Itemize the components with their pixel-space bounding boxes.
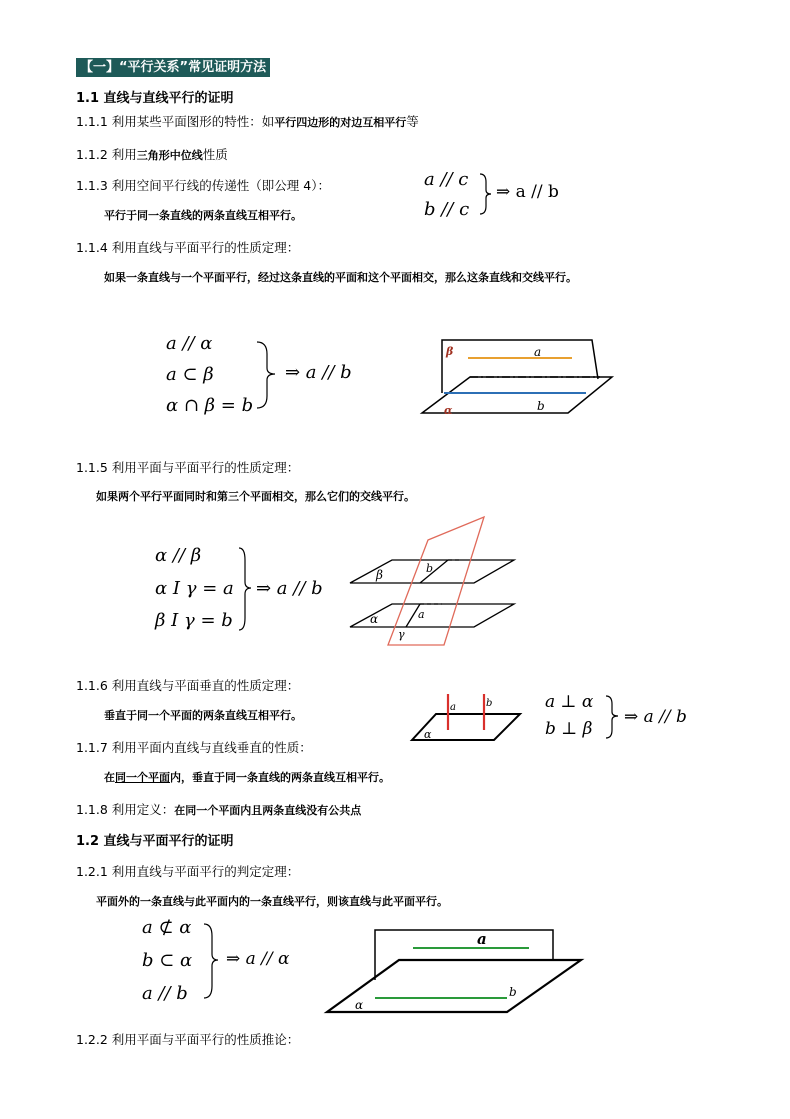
- brace-1-1-4: [255, 340, 281, 410]
- brace-1-1-3: [478, 172, 492, 216]
- formula-1-1-3-result: ⇒ a // b: [496, 182, 559, 202]
- label-gamma: γ: [398, 628, 405, 641]
- item-1-1-8-prefix: 1.1.8 利用定义：: [76, 802, 175, 817]
- item-1-1-7-underlined: 同一个平面: [115, 771, 170, 784]
- formula-1-2-1-line3: a // b: [142, 983, 188, 1004]
- formula-1-1-6-line2: b ⊥ β: [545, 719, 593, 739]
- label-a: a: [477, 930, 487, 948]
- brace-1-1-5: [237, 546, 257, 632]
- formula-1-1-6-result: ⇒ a // b: [624, 707, 687, 727]
- item-1-1-2-suffix: 性质: [202, 147, 228, 162]
- label-a: a: [450, 702, 456, 713]
- item-1-1-4: 1.1.4 利用直线与平面平行的性质定理：: [76, 240, 300, 255]
- item-1-1-6: 1.1.6 利用直线与平面垂直的性质定理：: [76, 678, 300, 693]
- item-1-1-5-note: 如果两个平行平面同时和第三个平面相交，那么它们的交线平行。: [96, 490, 415, 503]
- formula-1-1-5-line3: β I γ = b: [155, 610, 233, 631]
- formula-1-1-3-line2: b // c: [424, 199, 470, 220]
- item-1-1-2-prefix: 1.1.2 利用: [76, 147, 137, 162]
- item-1-1-1-emph: 平行四边形的对边互相平行: [274, 116, 407, 129]
- label-alpha: α: [424, 728, 432, 741]
- item-1-1-7-pre: 在: [104, 771, 115, 784]
- label-alpha: α: [370, 612, 379, 626]
- label-alpha: α: [444, 404, 453, 417]
- brace-1-1-6: [604, 694, 620, 740]
- label-a: a: [534, 345, 542, 359]
- figure-1-1-6: [408, 692, 524, 744]
- item-1-1-4-note: 如果一条直线与一个平面平行，经过这条直线的平面和这个平面相交，那么这条直线和交线平行。: [104, 271, 577, 284]
- section-1-1-title: 1.1 直线与直线平行的证明: [76, 91, 234, 106]
- label-beta: β: [446, 345, 454, 358]
- figure-1-2-1: [325, 928, 583, 1014]
- label-a: a: [418, 608, 425, 621]
- item-1-1-2: [76, 145, 228, 163]
- item-1-1-1-prefix: 1.1.1 利用某些平面图形的特性：如: [76, 114, 275, 129]
- formula-1-1-4-line1: a // α: [166, 333, 213, 354]
- item-1-2-2: 1.2.2 利用平面与平面平行的性质推论：: [76, 1032, 300, 1047]
- label-b: b: [537, 399, 545, 413]
- label-b: b: [426, 562, 434, 575]
- item-1-1-5: 1.1.5 利用平面与平面平行的性质定理：: [76, 460, 300, 475]
- section-header: 【一】“平行关系”常见证明方法: [76, 58, 270, 77]
- formula-1-2-1-line2: b ⊂ α: [142, 950, 193, 971]
- brace-1-2-1: [202, 922, 222, 1000]
- formula-1-1-5-result: ⇒ a // b: [256, 578, 323, 599]
- item-1-1-3: 1.1.3 利用空间平行线的传递性（即公理 4）：: [76, 178, 330, 193]
- formula-1-1-4-line3: α ∩ β = b: [166, 395, 254, 416]
- formula-1-1-5-line2: α I γ = a: [155, 578, 234, 599]
- item-1-1-2-emph: 三角形中位线: [136, 149, 203, 162]
- label-b: b: [486, 698, 493, 709]
- item-1-1-8-emph: 在同一个平面内且两条直线没有公共点: [174, 804, 362, 817]
- item-1-1-7-note: [104, 769, 390, 785]
- item-1-1-7: 1.1.7 利用平面内直线与直线垂直的性质：: [76, 740, 312, 755]
- label-beta: β: [376, 568, 383, 582]
- item-1-1-1-suffix: 等: [406, 114, 419, 129]
- figure-1-1-4: [420, 335, 620, 420]
- item-1-1-7-post: 内，垂直于同一条直线的两条直线互相平行。: [170, 771, 390, 784]
- figure-1-1-5: [348, 515, 520, 650]
- label-b: b: [509, 985, 517, 999]
- item-1-2-1-note: 平面外的一条直线与此平面内的一条直线平行，则该直线与此平面平行。: [96, 895, 448, 908]
- label-alpha: α: [355, 998, 364, 1012]
- formula-1-1-4-line2: a ⊂ β: [166, 364, 214, 385]
- formula-1-1-5-line1: α // β: [155, 545, 202, 566]
- formula-1-2-1-line1: a ⊄ α: [142, 917, 192, 938]
- item-1-1-3-note: 平行于同一条直线的两条直线互相平行。: [104, 209, 302, 222]
- item-1-2-1: 1.2.1 利用直线与平面平行的判定定理：: [76, 864, 300, 879]
- formula-1-1-4-result: ⇒ a // b: [285, 362, 352, 383]
- item-1-1-8: [76, 800, 361, 818]
- section-1-2-title: 1.2 直线与平面平行的证明: [76, 834, 234, 849]
- item-1-1-1: [76, 112, 419, 130]
- formula-1-2-1-result: ⇒ a // α: [226, 949, 290, 969]
- formula-1-1-3-line1: a // c: [424, 169, 469, 190]
- item-1-1-6-note: 垂直于同一个平面的两条直线互相平行。: [104, 709, 302, 722]
- formula-1-1-6-line1: a ⊥ α: [545, 692, 594, 712]
